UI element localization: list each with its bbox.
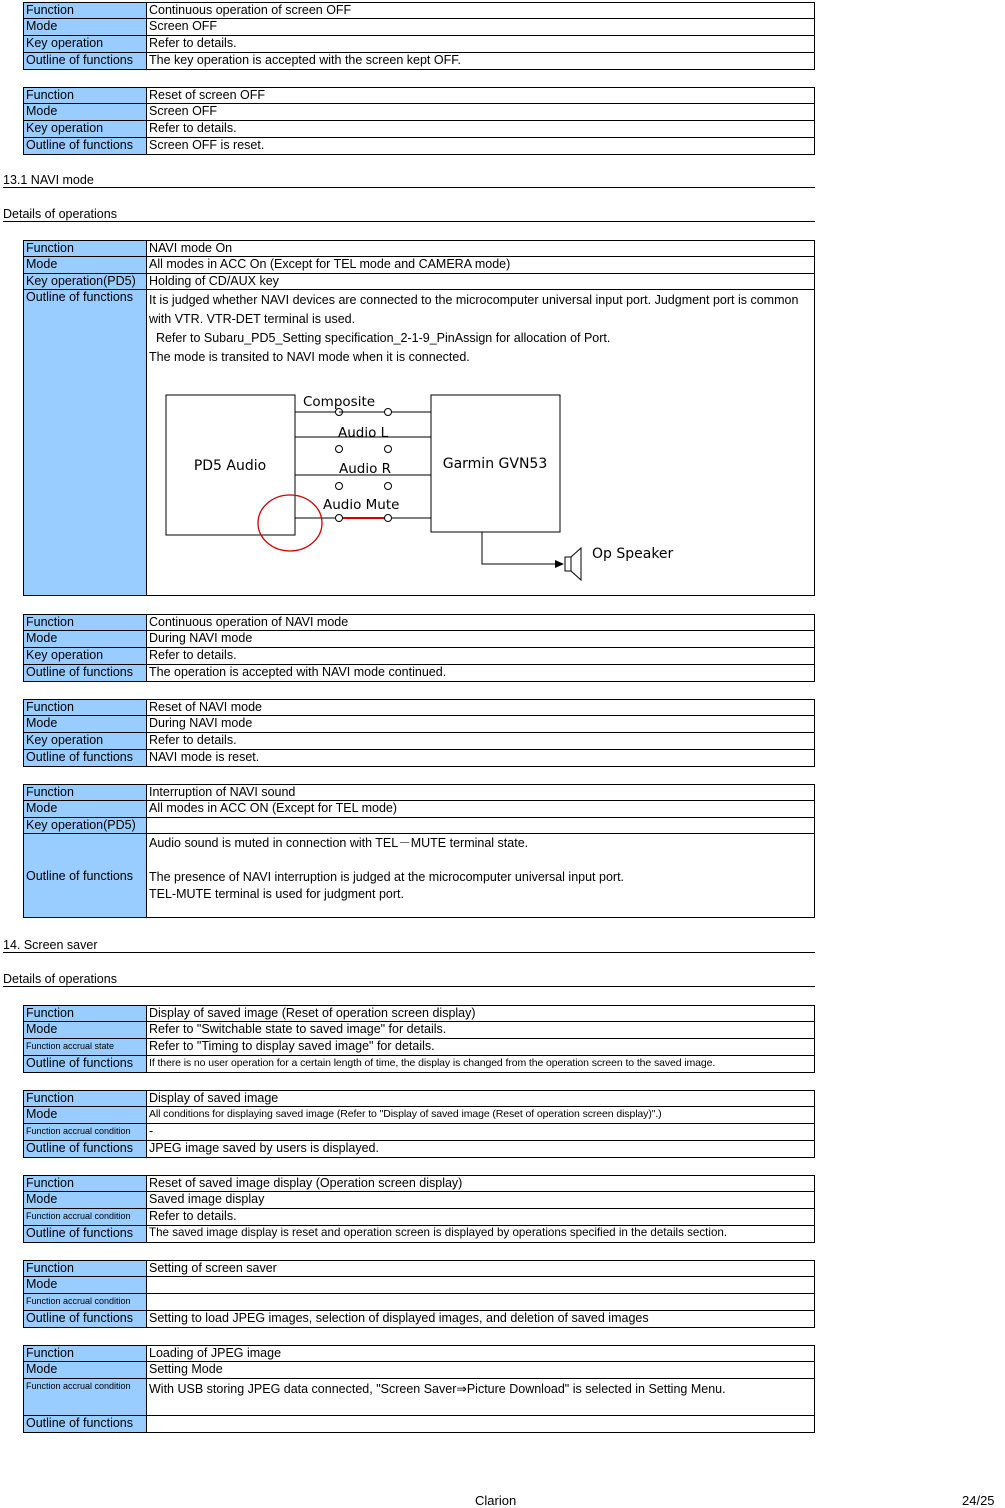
screen-off-reset-table: [23, 87, 815, 155]
function-accrual-condition-label: Function accrual condition: [24, 1209, 147, 1226]
function-label: Function: [24, 1346, 147, 1362]
composite-jack-right: [385, 409, 392, 416]
outline-line-1: Audio sound is muted in connection with TEL－MUTE terminal state.: [149, 836, 529, 850]
audio-mute-label: Audio Mute: [323, 497, 400, 513]
mode-label: Mode: [24, 1107, 147, 1124]
mode-label: Mode: [24, 801, 147, 818]
mode-value: [147, 1277, 815, 1294]
function-value: NAVI mode On: [147, 241, 815, 257]
audio-r-jack-left: [336, 483, 343, 490]
saved-image-display-table: [23, 1005, 815, 1073]
outline-value: If there is no user operation for a certain length of time, the display is changed from the operation screen to the saved image.: [147, 1056, 815, 1073]
navi-reset-table: [23, 699, 815, 767]
function-value: Continuous operation of NAVI mode: [147, 615, 815, 631]
function-accrual-condition-value: With USB storing JPEG data connected, "Screen Saver⇒Picture Download" is selected in Setting Menu.: [147, 1379, 815, 1416]
footer-page-number: 24/25: [962, 1493, 995, 1508]
speaker-cone-icon: [571, 548, 581, 580]
function-value: Loading of JPEG image: [147, 1346, 815, 1362]
section-heading-navi-mode: 13.1 NAVI mode: [3, 173, 815, 188]
mode-label: Mode: [24, 1022, 147, 1039]
speaker-label: Op Speaker: [592, 546, 674, 562]
outline-label: Outline of functions: [24, 1311, 147, 1328]
key-operation-value: Refer to details.: [147, 36, 815, 53]
mode-label: Mode: [24, 631, 147, 648]
function-value: Display of saved image: [147, 1091, 815, 1107]
mode-value: Screen OFF: [147, 19, 815, 36]
speaker-wire: [482, 532, 555, 564]
outline-label: Outline of functions: [24, 138, 147, 155]
function-accrual-state-label: Function accrual state: [24, 1039, 147, 1056]
function-value: Setting of screen saver: [147, 1261, 815, 1277]
function-value: Reset of screen OFF: [147, 88, 815, 104]
function-label: Function: [24, 785, 147, 801]
mode-value: During NAVI mode: [147, 631, 815, 648]
function-accrual-state-value: Refer to "Timing to display saved image" for details.: [147, 1039, 815, 1056]
details-heading-1: Details of operations: [3, 207, 815, 222]
reset-saved-image-table: [23, 1175, 815, 1243]
function-value: Interruption of NAVI sound: [147, 785, 815, 801]
audio-r-label: Audio R: [339, 461, 392, 477]
key-operation-value: Refer to details.: [147, 733, 815, 750]
mode-value: Refer to "Switchable state to saved image" for details.: [147, 1022, 815, 1039]
mode-value: All modes in ACC On (Except for TEL mode and CAMERA mode): [147, 257, 815, 274]
mode-label: Mode: [24, 1192, 147, 1209]
outline-value: Screen OFF is reset.: [147, 138, 815, 155]
outline-value: The key operation is accepted with the screen kept OFF.: [147, 53, 815, 70]
function-value: Reset of NAVI mode: [147, 700, 815, 716]
function-accrual-condition-value: [147, 1294, 815, 1311]
audio-l-label: Audio L: [338, 425, 389, 441]
outline-line-3: The mode is transited to NAVI mode when it is connected.: [149, 350, 470, 364]
function-accrual-condition-value: Refer to details.: [147, 1209, 815, 1226]
speaker-icon: [565, 557, 571, 571]
outline-value: The saved image display is reset and operation screen is displayed by operations specified in the details section.: [147, 1226, 815, 1243]
garmin-label: Garmin GVN53: [442, 456, 548, 472]
outline-value: [147, 1416, 815, 1433]
function-value: Continuous operation of screen OFF: [147, 3, 815, 19]
outline-line-2: The presence of NAVI interruption is judged at the microcomputer universal input port.: [149, 870, 625, 884]
section-heading-screen-saver: 14. Screen saver: [3, 938, 815, 953]
audio-r-jack-right: [385, 483, 392, 490]
mode-value: All modes in ACC ON (Except for TEL mode): [147, 801, 815, 818]
footer-company: Clarion: [475, 1493, 517, 1508]
mode-label: Mode: [24, 1277, 147, 1294]
outline-value: The operation is accepted with NAVI mode continued.: [147, 665, 815, 682]
composite-label: Composite: [303, 394, 376, 410]
outline-label: Outline of functions: [24, 53, 147, 70]
key-operation-label: Key operation: [24, 733, 147, 750]
function-label: Function: [24, 88, 147, 104]
outline-label: Outline of functions: [24, 1416, 147, 1433]
outline-line-2: Refer to Subaru_PD5_Setting specification_2-1-9_PinAssign for allocation of Port.: [149, 331, 611, 345]
function-label: Function: [24, 241, 147, 257]
display-saved-image-table: [23, 1090, 815, 1158]
mode-label: Mode: [24, 1362, 147, 1379]
key-operation-label: Key operation: [24, 648, 147, 665]
outline-label: Outline of functions: [24, 1226, 147, 1243]
mute-jack-left: [336, 515, 343, 522]
key-operation-label: Key operation: [24, 121, 147, 138]
mode-value: During NAVI mode: [147, 716, 815, 733]
function-accrual-condition-value: -: [147, 1124, 815, 1141]
jpeg-loading-table: [23, 1345, 815, 1433]
outline-label: Outline of functions: [24, 1141, 147, 1158]
pd5-audio-label: PD5 Audio: [193, 458, 267, 474]
function-accrual-condition-label: Function accrual condition: [24, 1124, 147, 1141]
function-value: Display of saved image (Reset of operation screen display): [147, 1006, 815, 1022]
function-label: Function: [24, 1091, 147, 1107]
mode-label: Mode: [24, 257, 147, 274]
function-label: Function: [24, 1261, 147, 1277]
key-operation-value: [147, 818, 815, 834]
mode-label: Mode: [24, 716, 147, 733]
connection-diagram: [147, 370, 707, 585]
mode-label: Mode: [24, 104, 147, 121]
function-label: Function: [24, 700, 147, 716]
outline-value: [147, 834, 815, 918]
function-value: Reset of saved image display (Operation screen display): [147, 1176, 815, 1192]
function-label: Function: [24, 3, 147, 19]
key-operation-label: Key operation: [24, 36, 147, 53]
mode-value: All conditions for displaying saved image (Refer to "Display of saved image (Reset of operation screen display)".): [147, 1107, 815, 1124]
key-operation-value: Holding of CD/AUX key: [147, 274, 815, 290]
audio-l-jack-left: [336, 446, 343, 453]
outline-label: Outline of functions: [24, 290, 147, 596]
function-label: Function: [24, 1006, 147, 1022]
outline-label: Outline of functions: [24, 834, 147, 918]
mute-jack-right: [385, 515, 392, 522]
outline-label: Outline of functions: [24, 750, 147, 767]
outline-label: Outline of functions: [24, 665, 147, 682]
navi-sound-interruption-table: [23, 784, 815, 918]
key-operation-value: Refer to details.: [147, 121, 815, 138]
key-operation-label: Key operation(PD5): [24, 274, 147, 290]
function-accrual-condition-label: Function accrual condition: [24, 1379, 147, 1416]
key-operation-value: Refer to details.: [147, 648, 815, 665]
outline-line-1: It is judged whether NAVI devices are connected to the microcomputer universal input port. Judgment port is common with VTR. VTR-DET terminal is used.: [149, 293, 799, 326]
outline-line-3: TEL-MUTE terminal is used for judgment port.: [149, 887, 404, 901]
mode-value: Saved image display: [147, 1192, 815, 1209]
navi-continuous-table: [23, 614, 815, 682]
audio-l-jack-right: [385, 446, 392, 453]
function-label: Function: [24, 615, 147, 631]
function-accrual-condition-label: Function accrual condition: [24, 1294, 147, 1311]
mode-value: Screen OFF: [147, 104, 815, 121]
screen-off-continuous-table: [23, 2, 815, 70]
speaker-arrow-icon: [555, 560, 564, 568]
outline-value: Setting to load JPEG images, selection of displayed images, and deletion of saved images: [147, 1311, 815, 1328]
outline-value: NAVI mode is reset.: [147, 750, 815, 767]
outline-label: Outline of functions: [24, 1056, 147, 1073]
outline-value: JPEG image saved by users is displayed.: [147, 1141, 815, 1158]
mode-label: Mode: [24, 19, 147, 36]
function-label: Function: [24, 1176, 147, 1192]
key-operation-label: Key operation(PD5): [24, 818, 147, 834]
details-heading-2: Details of operations: [3, 972, 815, 987]
screen-saver-setting-table: [23, 1260, 815, 1328]
mode-value: Setting Mode: [147, 1362, 815, 1379]
